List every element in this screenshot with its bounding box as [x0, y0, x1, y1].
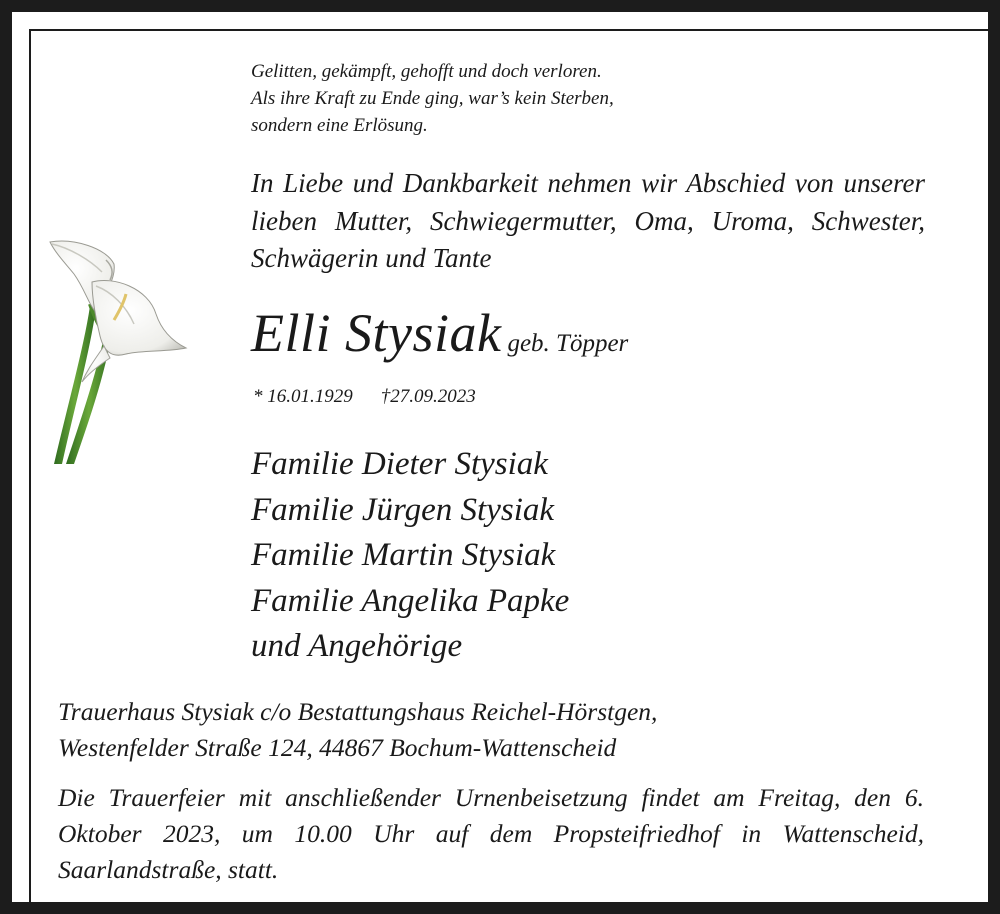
deceased-name: Elli Stysiak	[251, 303, 502, 363]
maiden-name: geb. Töpper	[507, 330, 629, 357]
life-dates	[253, 386, 476, 408]
address-line: Trauerhaus Stysiak c/o Bestattungshaus Reichel-Hörstgen,	[58, 697, 658, 726]
mourner-entry: Familie Jürgen Stysiak	[251, 491, 555, 528]
calla-lily-icon	[44, 236, 204, 466]
farewell-text: In Liebe und Dankbarkeit nehmen wir Abschied von unserer lieben Mutter, Schwiegermutter, Oma, Uroma, Schwester, Schwägerin und Tante	[251, 168, 925, 273]
poem-line: sondern eine Erlösung.	[251, 115, 428, 136]
mourners-list	[251, 442, 569, 670]
mourner-entry: und Angehörige	[251, 628, 463, 664]
ceremony-details: Die Trauerfeier mit anschließender Urnenbeisetzung findet am Freitag, den 6. Oktober 2023, um 10.00 Uhr auf dem Propsteifriedhof in Wattenscheid, Saarlandstraße, statt.	[58, 783, 924, 884]
poem-verse	[251, 58, 614, 139]
poem-line: Gelitten, gekämpft, gehofft und doch verloren.	[251, 61, 602, 82]
death-date: †27.09.2023	[380, 386, 476, 407]
mourner-entry: Familie Angelika Papke	[251, 582, 570, 619]
funeral-home-address	[58, 694, 657, 766]
deceased-name-line	[251, 302, 628, 364]
poem-line: Als ihre Kraft zu Ende ging, war’s kein Sterben,	[251, 88, 614, 109]
birth-date: * 16.01.1929	[253, 386, 353, 407]
mourner-entry: Familie Dieter Stysiak	[251, 446, 548, 482]
mourner-entry: Familie Martin Stysiak	[251, 537, 556, 573]
address-line: Westenfelder Straße 124, 44867 Bochum-Wattenscheid	[58, 733, 617, 762]
